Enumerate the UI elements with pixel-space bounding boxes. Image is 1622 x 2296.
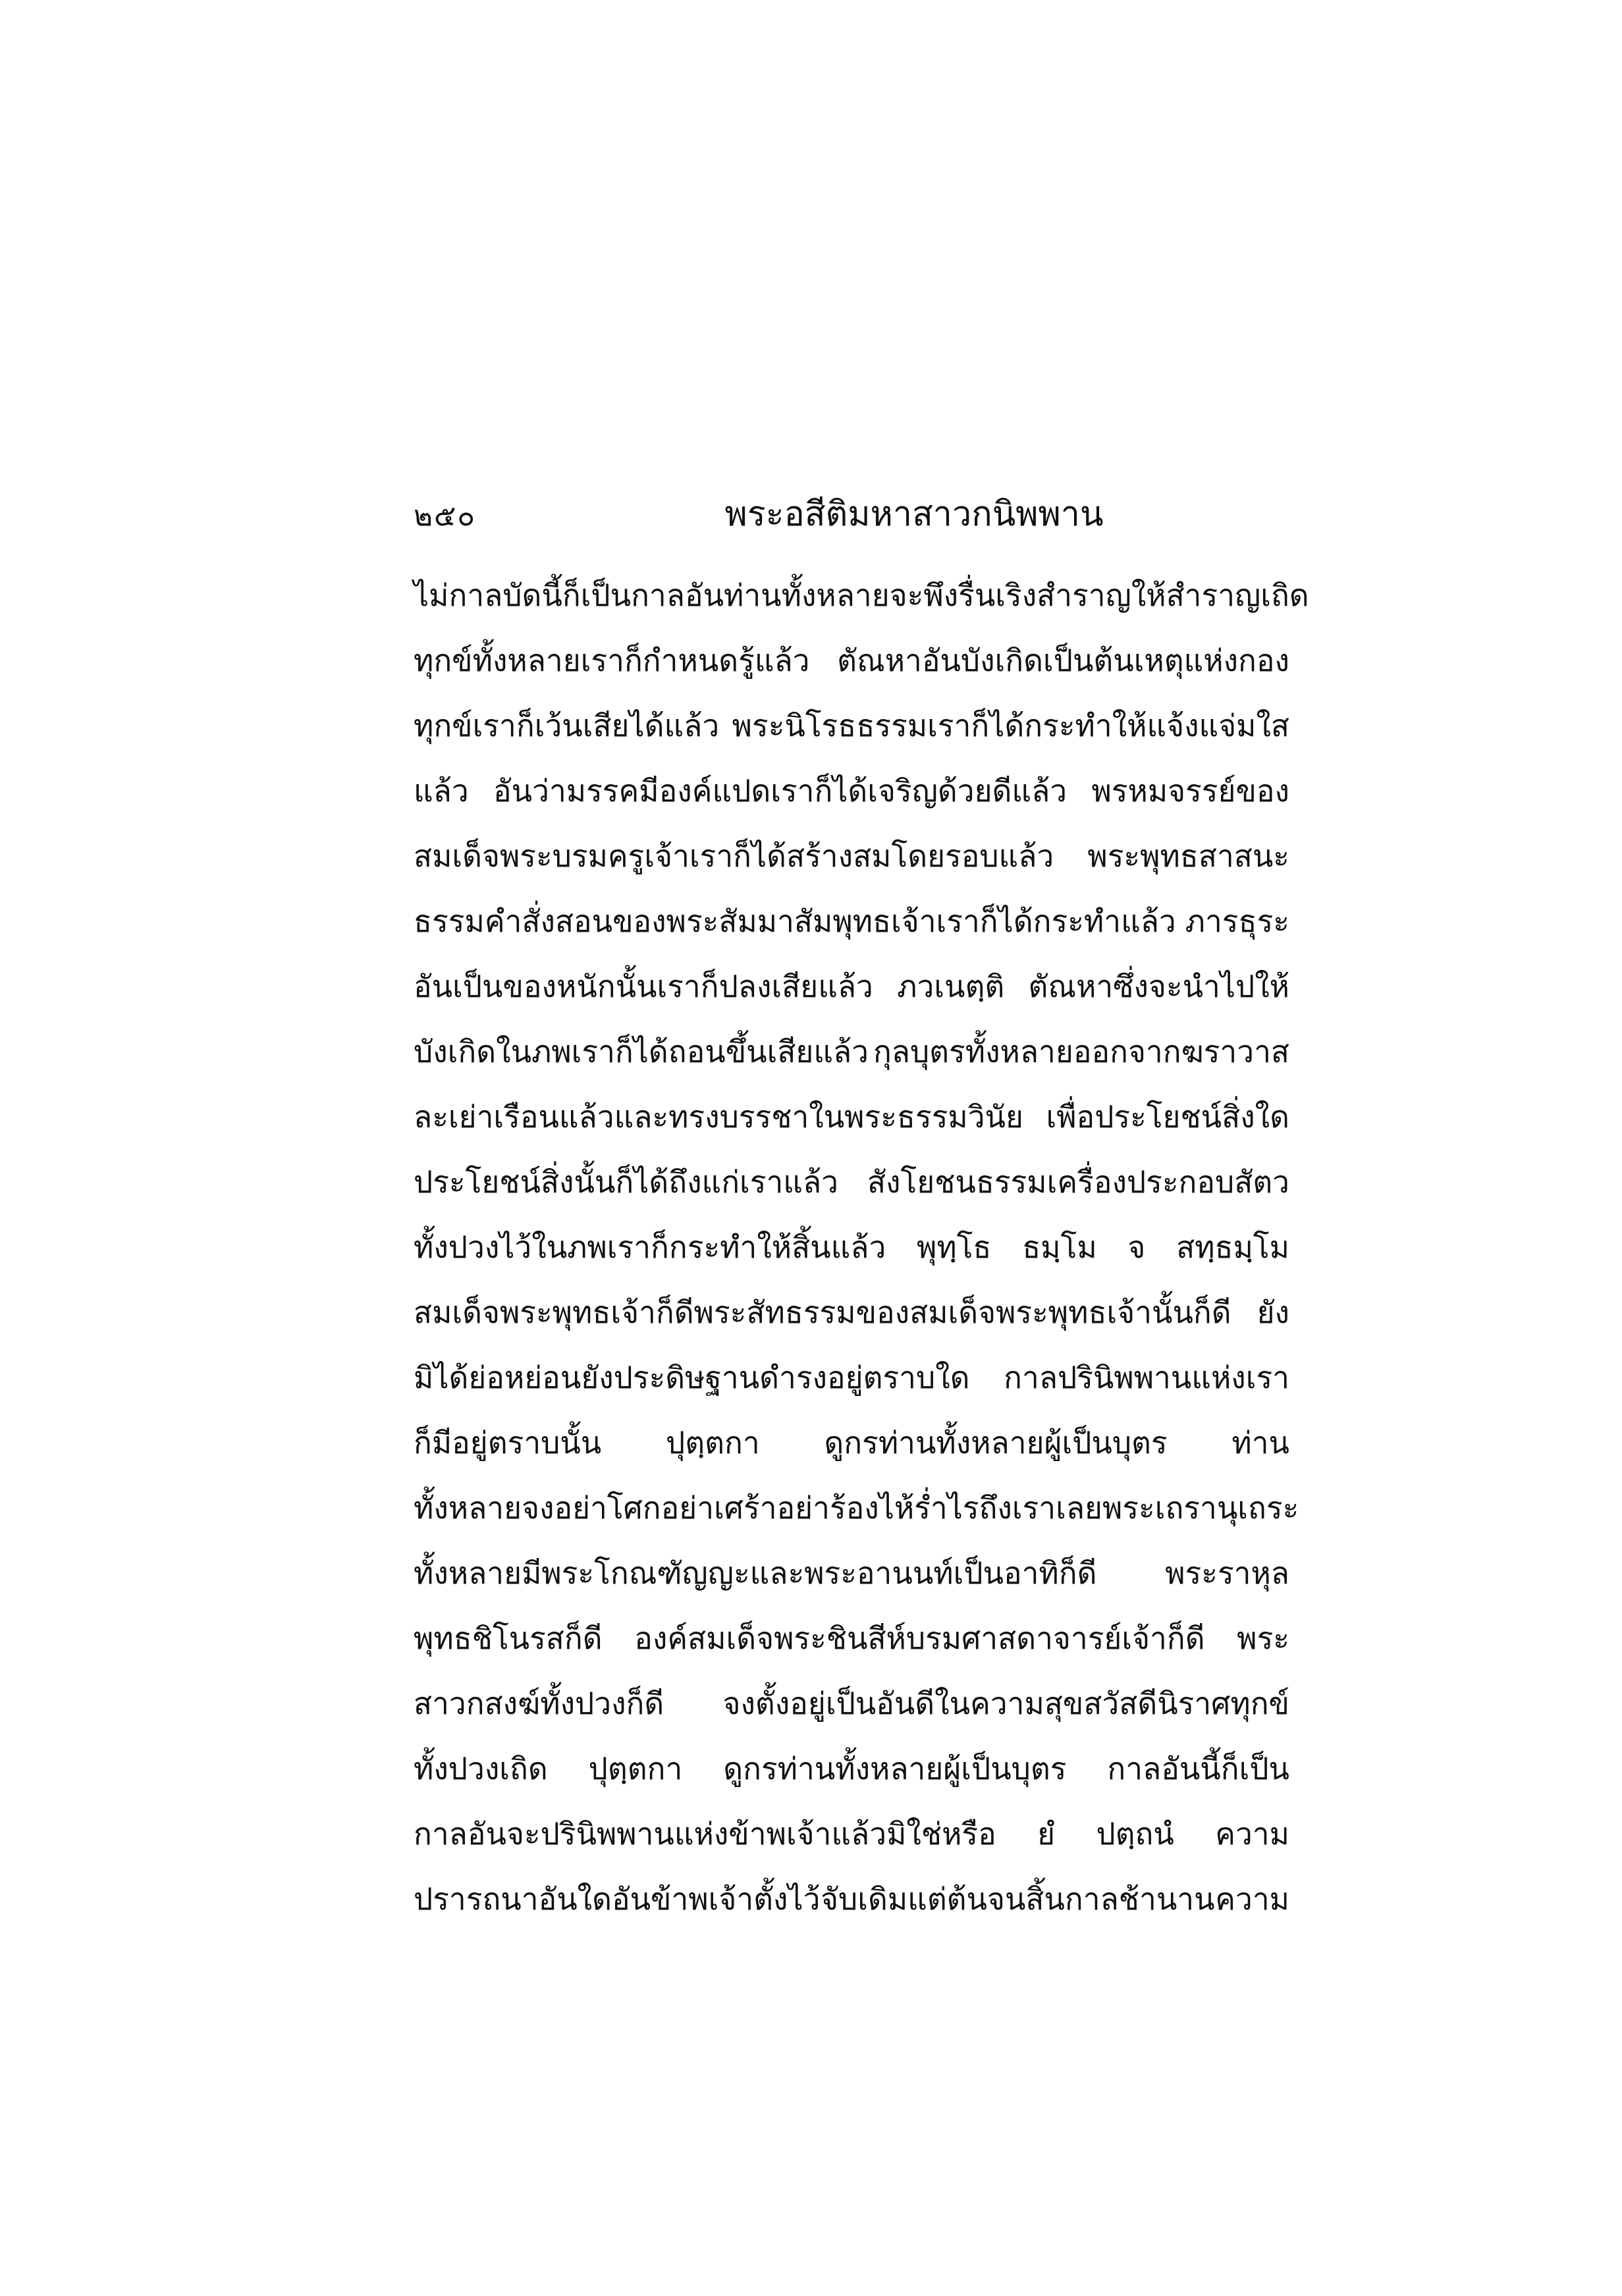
- text-line: [414, 1071, 1289, 1136]
- text-segment: พระพุทธสาสนะ: [1087, 838, 1289, 874]
- text-segment: พรหมจรรย์ของ: [1091, 773, 1289, 809]
- text-segment: ปตฺถนํ: [1096, 1816, 1174, 1852]
- text-line: [414, 1397, 1289, 1462]
- text-segment: ความ: [1215, 1881, 1289, 1917]
- text-segment: กุลบุตรทั้งหลายออกจากฆราวาส: [873, 1034, 1289, 1069]
- text-segment: กาลบัดนี้ก็เป็นกาลอันท่านทั้งหลายจะพึงรื่นเริงสำราญให้สำราญเถิด: [448, 577, 1309, 613]
- text-segment: อันเป็นของหนักนั้นเราก็ปลงเสียแล้ว: [414, 969, 873, 1004]
- text-segment: ภารธุระ: [1185, 903, 1289, 939]
- text-segment: พระ: [1237, 1620, 1289, 1656]
- text-segment: จงตั้งอยู่เป็นอันดีในความสุขสวัสดีนิราศทุกข์: [722, 1686, 1289, 1721]
- text-segment: ทั้งหลายจงอย่าโศกอย่าเศร้าอย่าร้องไห้ร่ำไรถึงเราเลย: [414, 1490, 1103, 1526]
- text-segment: ธมฺโม: [1022, 1229, 1097, 1265]
- text-line: [414, 876, 1289, 941]
- running-title: พระอสีติมหาสาวกนิพพาน: [724, 494, 1104, 534]
- text-segment: ความ: [1215, 1816, 1289, 1852]
- text-segment: ดูกรท่านทั้งหลายผู้เป็นบุตร: [824, 1425, 1168, 1460]
- text-segment: ทุกข์ทั้งหลายเราก็กำหนดรู้แล้ว: [414, 643, 810, 678]
- text-segment: ยัง: [1257, 1295, 1289, 1330]
- text-segment: สาวกสงฆ์ทั้งปวงก็ดี: [414, 1686, 664, 1721]
- page-number: ๒๕๐: [414, 499, 477, 533]
- text-segment: กาลอันนี้ก็เป็น: [1107, 1751, 1289, 1786]
- text-segment: ยํ: [1037, 1816, 1056, 1852]
- text-line: [414, 811, 1289, 876]
- text-segment: ธรรมคำสั่งสอนของพระสัมมาสัมพุทธเจ้าเราก็ได้กระทำแล้ว: [414, 903, 1176, 939]
- text-segment: สมเด็จพระพุทธเจ้าก็ดีพระสัทธรรมของสมเด็จพระพุทธเจ้านั้นก็ดี: [414, 1295, 1231, 1330]
- text-segment: จับเดิมแต่ต้นจนสิ้นกาลช้านาน: [821, 1881, 1215, 1917]
- text-segment: ทั้งปวงเถิด: [414, 1751, 548, 1786]
- text-line: [414, 1528, 1289, 1593]
- text-segment: ตัณหาซึ่งจะนำไปให้: [1028, 969, 1289, 1004]
- text-segment: พระนิโรธธรรมเราก็ได้กระทำให้แจ้งแจ่มใส: [732, 708, 1289, 743]
- text-segment: พระราหุล: [1165, 1555, 1289, 1591]
- text-line: [414, 615, 1289, 680]
- text-segment: พุทฺโธ: [917, 1229, 992, 1265]
- text-segment: ดูกรท่านทั้งหลายผู้เป็นบุตร: [723, 1751, 1067, 1786]
- text-line: [414, 680, 1289, 745]
- text-segment: ทั้งหลายมีพระโกณฑัญญะและพระอานนท์เป็นอาทิก็ดี: [414, 1555, 1097, 1591]
- text-line: [414, 1788, 1289, 1854]
- text-line: [414, 1202, 1289, 1267]
- text-segment: ปุตฺตกา: [666, 1425, 760, 1460]
- text-segment: ละเย่าเรือนแล้วและทรงบรรชาในพระธรรมวินัย: [414, 1099, 1023, 1135]
- text-segment: ก็มีอยู่ตราบนั้น: [414, 1425, 602, 1460]
- text-segment: บังเกิดในภพเราก็ได้ถอนขึ้นเสียแล้ว: [414, 1034, 869, 1069]
- text-segment: สมเด็จพระบรมครูเจ้าเราก็ได้สร้างสมโดยรอบแล้ว: [414, 838, 1054, 874]
- text-line: [414, 1136, 1289, 1202]
- body-text: [414, 550, 1309, 1919]
- page-header: [414, 486, 1289, 532]
- text-line: [414, 1332, 1289, 1397]
- text-segment: ภวเนตฺติ: [897, 969, 1005, 1004]
- text-line: [414, 1267, 1289, 1332]
- text-line: [414, 1006, 1289, 1071]
- text-line: [414, 1462, 1299, 1528]
- text-segment: ปุตฺตกา: [588, 1751, 683, 1786]
- text-line: [414, 1593, 1289, 1658]
- text-line: [414, 941, 1289, 1006]
- text-segment: อันว่ามรรคมีองค์แปดเราก็ได้เจริญด้วยดีแล้ว: [493, 773, 1068, 809]
- text-line: [414, 745, 1289, 811]
- text-segment: เพื่อประโยชน์สิ่งใด: [1046, 1099, 1289, 1135]
- text-segment: จ: [1127, 1229, 1146, 1265]
- text-segment: องค์สมเด็จพระชินสีห์บรมศาสดาจารย์เจ้าก็ดี: [634, 1620, 1205, 1656]
- text-segment: ทุกข์เราก็เว้นเสียได้แล้ว: [414, 708, 720, 743]
- text-segment: พุทธชิโนรสก็ดี: [414, 1620, 603, 1656]
- text-line: [414, 1723, 1289, 1788]
- text-line: [414, 1658, 1289, 1723]
- text-segment: ตัณหาอันบังเกิดเป็นต้นเหตุแห่งกอง: [837, 643, 1289, 678]
- text-segment: ท่าน: [1231, 1425, 1289, 1460]
- text-segment: กาลอันจะปรินิพพานแห่งข้าพเจ้าแล้วมิใช่หรือ: [414, 1816, 996, 1852]
- text-segment: สทฺธมฺโม: [1176, 1229, 1289, 1265]
- text-segment: กาลปรินิพพานแห่งเรา: [1004, 1360, 1289, 1395]
- text-line: [414, 1854, 1289, 1919]
- text-segment: แล้ว: [414, 773, 469, 809]
- text-segment: ประโยชน์สิ่งนั้นก็ได้ถึงแก่เราแล้ว: [414, 1164, 838, 1200]
- text-segment: ไม่: [414, 577, 449, 613]
- text-segment: มิได้ย่อหย่อนยังประดิษฐานดำรงอยู่ตราบใด: [414, 1360, 970, 1395]
- text-segment: สังโยชนธรรมเครื่องประกอบสัตว: [867, 1164, 1289, 1200]
- text-segment: พระเถรานุเถระ: [1102, 1490, 1299, 1526]
- text-line: [414, 550, 1309, 615]
- text-segment: ปรารถนาอันใดอันข้าพเจ้าตั้งไว้: [414, 1881, 821, 1917]
- text-segment: ทั้งปวงไว้ในภพเราก็กระทำให้สิ้นแล้ว: [414, 1229, 886, 1265]
